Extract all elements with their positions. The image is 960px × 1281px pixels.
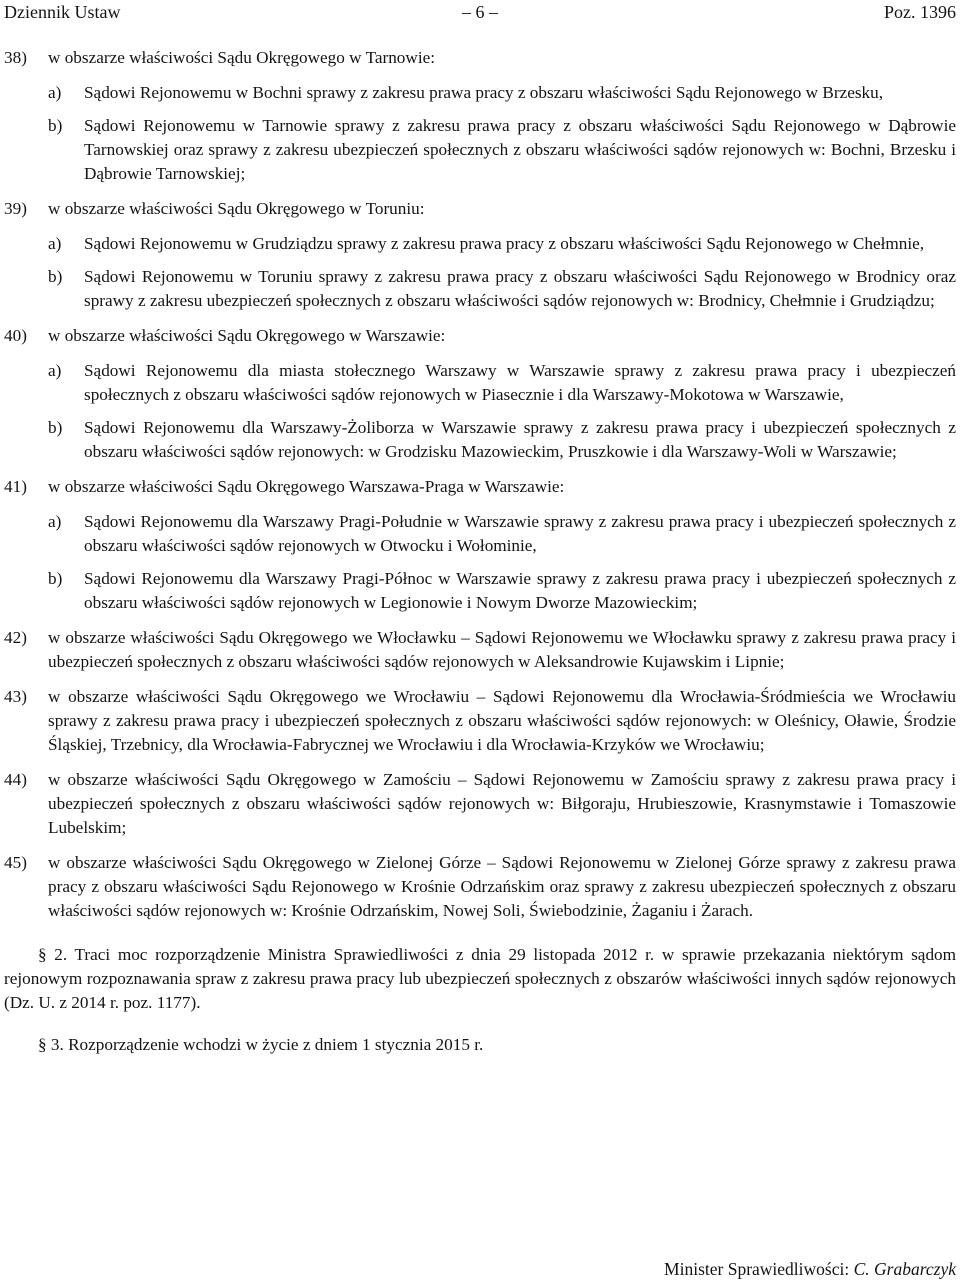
item-body (48, 768, 956, 840)
sub-item-letter: b) (48, 569, 63, 588)
sub-item-letter: b) (48, 418, 63, 437)
item-body (48, 475, 956, 615)
sub-item-letter: a) (48, 234, 62, 253)
list-item (4, 685, 956, 757)
list-item (4, 851, 956, 923)
sub-item-letter: a) (48, 83, 62, 102)
sub-item-list (48, 510, 956, 615)
sub-item (48, 232, 956, 256)
item-title: w obszarze właściwości Sądu Okręgowego we Włocławku – Sądowi Rejonowemu we Włocławku sprawy z zakresu prawa pracy i ubezpieczeń społecznych z obszaru właściwości sądów rejonowych w Aleksandrowie Kujawskim i Lipnie; (48, 628, 956, 671)
list-item (4, 626, 956, 674)
sub-item-text: Sądowi Rejonowemu w Tarnowie sprawy z zakresu prawa pracy z obszaru właściwości Sądu Rejonowego w Dąbrowie Tarnowskiej oraz sprawy z zakresu ubezpieczeń społecznych z obszaru właściwości sądów rejonowych w: Bochni, Brzesku i Dąbrowie Tarnowskiej; (84, 116, 956, 183)
item-number: 38) (4, 48, 27, 67)
paragraph-3: § 3. Rozporządzenie wchodzi w życie z dniem 1 stycznia 2015 r. (38, 1035, 484, 1054)
item-title: w obszarze właściwości Sądu Okręgowego w Tarnowie: (48, 48, 435, 67)
sub-item (48, 510, 956, 558)
list-item (4, 46, 956, 186)
sub-item (48, 265, 956, 313)
sub-item-list (48, 81, 956, 186)
item-body (48, 46, 956, 186)
item-title: w obszarze właściwości Sądu Okręgowego Warszawa-Praga w Warszawie: (48, 477, 565, 496)
sub-item-letter: b) (48, 267, 63, 286)
sub-item-letter: a) (48, 512, 62, 531)
sub-item (48, 81, 956, 105)
signature-name: C. Grabarczyk (853, 1259, 956, 1279)
journal-name: Dziennik Ustaw (4, 2, 121, 22)
sub-item-text: Sądowi Rejonowemu dla Warszawy Pragi-Południe w Warszawie sprawy z zakresu prawa pracy i ubezpieczeń społecznych z obszaru właściwości sądów rejonowych w Otwocku i Wołominie, (84, 512, 956, 555)
list-item (4, 475, 956, 615)
list-item (4, 768, 956, 840)
signature (664, 1257, 956, 1281)
item-number: 40) (4, 326, 27, 345)
sub-item (48, 416, 956, 464)
item-number: 39) (4, 199, 27, 218)
item-body (48, 626, 956, 674)
sub-item-list (48, 359, 956, 464)
paragraph-2: § 2. Traci moc rozporządzenie Ministra Sprawiedliwości z dnia 29 listopada 2012 r. w sprawie przekazania niektórym sądom rejonowym rozpoznawania spraw z zakresu prawa pracy lub ubezpieczeń społecznych z obszarów właściwości innych sądów rejonowych (Dz. U. z 2014 r. poz. 1177). (4, 945, 956, 1012)
sub-item (48, 567, 956, 615)
item-number: 44) (4, 770, 27, 789)
page-header (4, 0, 956, 24)
item-title: w obszarze właściwości Sądu Okręgowego w Warszawie: (48, 326, 446, 345)
item-title: w obszarze właściwości Sądu Okręgowego w Toruniu: (48, 199, 425, 218)
sub-item-letter: a) (48, 361, 62, 380)
sub-item-list (48, 232, 956, 313)
sub-item-text: Sądowi Rejonowemu w Toruniu sprawy z zakresu prawa pracy z obszaru właściwości Sądu Rejonowego w Brodnicy oraz sprawy z zakresu ubezpieczeń społecznych z obszaru właściwości sądów rejonowych w: Brodnicy, Chełmnie i Grudziądzu; (84, 267, 956, 310)
sub-item-text: Sądowi Rejonowemu w Grudziądzu sprawy z zakresu prawa pracy z obszaru właściwości Sądu Rejonowego w Chełmnie, (84, 234, 925, 253)
signature-role: Minister Sprawiedliwości: (664, 1259, 850, 1279)
item-list (4, 46, 956, 923)
sub-item (48, 114, 956, 186)
item-number: 42) (4, 628, 27, 647)
sub-item-text: Sądowi Rejonowemu dla Warszawy-Żoliborza w Warszawie sprawy z zakresu prawa pracy i ubezpieczeń społecznych z obszaru właściwości sądów rejonowych: w Grodzisku Mazowieckim, Pruszkowie i dla Warszawy-Woli w Warszawie; (84, 418, 956, 461)
item-body (48, 197, 956, 313)
item-title: w obszarze właściwości Sądu Okręgowego w Zielonej Górze – Sądowi Rejonowemu w Zielonej Górze sprawy z zakresu prawa pracy z obszaru właściwości Sądu Rejonowego w Krośnie Odrzańskim oraz sprawy z zakresu ubezpieczeń społecznych z obszaru właściwości sądów rejonowych w: Krośnie Odrzańskim, Nowej Soli, Świebodzinie, Żaganiu i Żarach. (48, 853, 956, 920)
item-reference: Poz. 1396 (884, 2, 956, 22)
page-number: – 6 – (462, 2, 498, 22)
list-item (4, 324, 956, 464)
sub-item-text: Sądowi Rejonowemu dla miasta stołecznego Warszawy w Warszawie sprawy z zakresu prawa pracy i ubezpieczeń społecznych z obszaru właściwości sądów rejonowych w Piasecznie i dla Warszawy-Mokotowa w Warszawie, (84, 361, 956, 404)
sub-item (48, 359, 956, 407)
item-title: w obszarze właściwości Sądu Okręgowego w Zamościu – Sądowi Rejonowemu w Zamościu sprawy z zakresu prawa pracy i ubezpieczeń społecznych z obszaru właściwości sądów rejonowych w: Biłgoraju, Hrubieszowie, Krasnymstawie i Tomaszowie Lubelskim; (48, 770, 956, 837)
sub-item-letter: b) (48, 116, 63, 135)
item-number: 45) (4, 853, 27, 872)
sub-item-text: Sądowi Rejonowemu w Bochni sprawy z zakresu prawa pracy z obszaru właściwości Sądu Rejonowego w Brzesku, (84, 83, 884, 102)
item-number: 43) (4, 687, 27, 706)
item-body (48, 324, 956, 464)
item-body (48, 685, 956, 757)
item-body (48, 851, 956, 923)
sub-item-text: Sądowi Rejonowemu dla Warszawy Pragi-Północ w Warszawie sprawy z zakresu prawa pracy i ubezpieczeń społecznych z obszaru właściwości sądów rejonowych w Legionowie i Nowym Dworze Mazowieckim; (84, 569, 956, 612)
item-title: w obszarze właściwości Sądu Okręgowego we Wrocławiu – Sądowi Rejonowemu dla Wrocławia-Śródmieścia we Wrocławiu sprawy z zakresu prawa pracy i ubezpieczeń społecznych z obszaru właściwości sądów rejonowych: w Oleśnicy, Oławie, Środzie Śląskiej, Trzebnicy, dla Wrocławia-Fabrycznej we Wrocławiu i dla Wrocławia-Krzyków we Wrocławiu; (48, 687, 956, 754)
item-number: 41) (4, 477, 27, 496)
list-item (4, 197, 956, 313)
